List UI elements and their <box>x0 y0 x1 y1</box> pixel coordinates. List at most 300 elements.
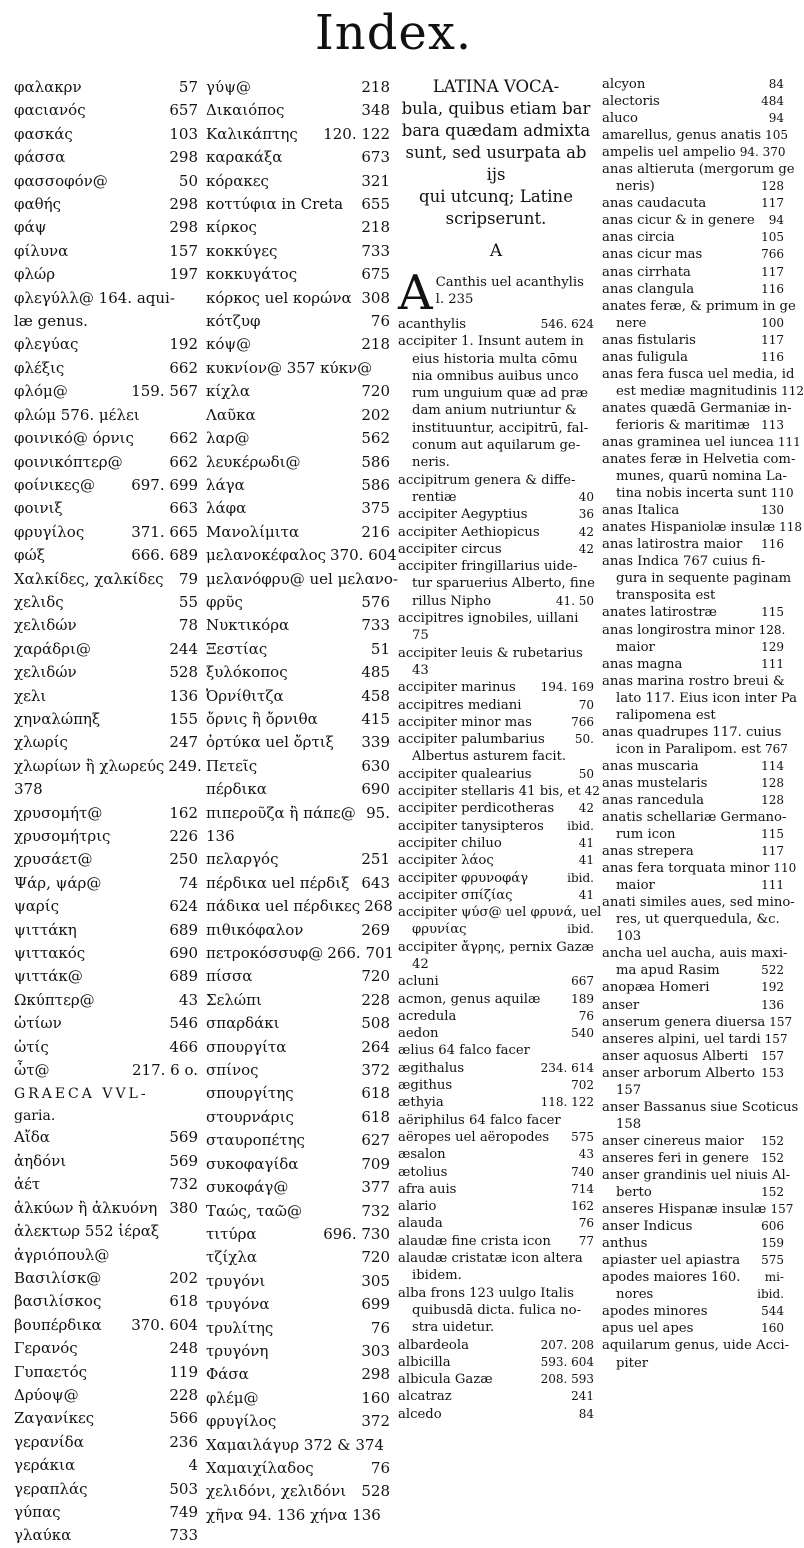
entry-page: 36 <box>578 507 594 522</box>
entry-term: Δικαιόπος <box>206 101 285 120</box>
entry-page: 160 <box>361 1388 390 1407</box>
entry-page: 50 <box>578 766 594 781</box>
index-entry <box>398 800 594 817</box>
dropcap-entry <box>398 265 594 321</box>
entry-page: 50 <box>178 171 198 190</box>
entry-term: φρυνίας <box>412 922 467 938</box>
entry-page: 702 <box>571 1078 594 1093</box>
entry-term: acredula <box>398 1008 457 1024</box>
entry-page: 157 <box>169 241 198 260</box>
entry-page: 76 <box>370 312 390 331</box>
entry-term: Γερανός <box>14 1339 78 1358</box>
entry-term: σπαρδάκι <box>206 1014 280 1033</box>
index-entry <box>602 707 784 724</box>
index-entry <box>14 661 198 684</box>
index-entry <box>398 1112 594 1129</box>
index-entry <box>14 146 198 169</box>
entry-term: aluco <box>602 111 638 127</box>
index-entry <box>398 472 594 489</box>
entry-term: ὠτίς <box>14 1037 49 1056</box>
entry-term: alcedo <box>398 1406 442 1422</box>
index-entry <box>14 638 198 661</box>
entry-term: κοττύφια in Creta <box>206 195 344 214</box>
index-entry <box>398 852 594 869</box>
section-heading: garia. <box>14 1108 56 1125</box>
index-entry <box>14 778 198 801</box>
entry-page: 118. 122 <box>540 1095 594 1110</box>
entry-page: 153 <box>761 1065 784 1080</box>
index-entry <box>14 848 198 871</box>
entry-page: 192 <box>169 335 198 354</box>
index-entry <box>602 1014 793 1031</box>
entry-term: κόρακες <box>206 171 269 190</box>
index-entry <box>398 991 594 1008</box>
entry-page: 697. 699 <box>131 475 198 494</box>
index-entry <box>14 76 198 99</box>
index-entry <box>602 775 784 792</box>
index-entry <box>602 366 795 383</box>
index-entry <box>398 1164 594 1181</box>
entry-term: χρυσομήτ@ <box>14 803 103 822</box>
index-entry <box>398 645 594 662</box>
entry-term: χρυσάετ@ <box>14 850 93 869</box>
entry-page: 298 <box>169 195 198 214</box>
entry-page: 105 <box>761 230 784 245</box>
index-entry <box>602 468 788 485</box>
entry-term: 103 <box>616 929 642 945</box>
index-entry <box>14 1501 198 1524</box>
entry-term: φλόμ@ <box>14 382 68 401</box>
entry-page: 630 <box>361 756 390 775</box>
index-entry <box>602 639 784 656</box>
index-columns <box>14 76 804 1545</box>
index-entry <box>206 310 390 333</box>
index-entry <box>398 1354 594 1371</box>
index-entry <box>398 420 594 437</box>
entry-term: anser grandinis uel niuis Al- <box>602 1168 791 1183</box>
entry-term: Χαμαιλάγυρ 372 & 374 <box>206 1435 385 1454</box>
entry-term: γλαύκα <box>14 1526 72 1545</box>
entry-term: tina nobis incerta sunt <box>616 486 767 502</box>
entry-term: accipitres ignobiles, uillani <box>398 611 579 627</box>
entry-page: 662 <box>169 358 198 377</box>
entry-page: 41 <box>578 835 594 850</box>
index-entry <box>398 1233 594 1250</box>
entry-page: 113 <box>761 417 784 432</box>
entry-page: 618 <box>169 1292 198 1311</box>
entry-term: ψαρίς <box>14 897 59 916</box>
entry-term: anas fera torquata minor <box>602 861 770 877</box>
index-entry <box>14 1036 198 1059</box>
entry-page: 370. 604 <box>131 1315 198 1334</box>
index-entry <box>398 454 594 471</box>
section-heading: GRAECA VVL- <box>14 1086 149 1103</box>
entry-page: 116 <box>761 281 784 296</box>
index-entry <box>602 758 784 775</box>
entry-page: 110 <box>773 861 797 876</box>
entry-page: 159 <box>761 1236 784 1251</box>
entry-term: χλωρίων ἢ χλωρεύς <box>14 756 165 775</box>
entry-term: ægithus <box>398 1078 453 1094</box>
index-entry <box>14 1173 198 1196</box>
entry-term: alcyon <box>602 77 646 92</box>
index-entry <box>398 1181 594 1198</box>
entry-term: nia omnibus auibus unco <box>412 368 579 384</box>
entry-page: 194. 169 <box>540 680 594 695</box>
index-entry <box>206 76 390 99</box>
index-entry <box>602 1082 784 1099</box>
index-entry <box>602 1252 784 1269</box>
entry-page: 377 <box>361 1178 390 1197</box>
entry-term: anates quædā Germaniæ in- <box>602 400 792 416</box>
index-entry <box>602 315 784 332</box>
index-entry <box>602 894 795 911</box>
entry-term: anas mustelaris <box>602 775 708 791</box>
entry-term: apodes maiores 160. <box>602 1270 741 1286</box>
index-entry <box>14 919 198 942</box>
index-entry <box>206 1200 390 1223</box>
entry-term: χῆνα 94. 136 χήνα 136 <box>206 1505 381 1524</box>
entry-term: ferioris & maritimæ <box>616 417 750 433</box>
entry-term: φρῦς <box>206 592 243 611</box>
entry-term: ξυλόκοπος <box>206 663 288 682</box>
entry-term: anser aquosus Alberti <box>602 1048 749 1064</box>
entry-term: anserum genera diuersa <box>602 1014 766 1030</box>
entry-term: ἀλεκτωρ 552 ἱέραξ <box>14 1222 160 1241</box>
index-entry <box>398 1267 594 1284</box>
entry-term: anseres alpini, uel tardi <box>602 1031 761 1047</box>
entry-page: 228 <box>169 1385 198 1404</box>
entry-page: 733 <box>361 616 390 635</box>
index-entry <box>14 333 198 356</box>
entry-term: ἀγριόπουλ@ <box>14 1245 110 1264</box>
index-entry <box>14 474 198 497</box>
entry-term: γύψ@ <box>206 78 251 96</box>
entry-page: 244 <box>169 639 198 658</box>
index-entry <box>602 1303 784 1320</box>
entry-term: λάγα <box>206 475 245 494</box>
entry-term: accipitres mediani <box>398 697 522 713</box>
entry-page: 720 <box>361 382 390 401</box>
entry-term: φίλυνα <box>14 241 69 260</box>
index-entry <box>398 610 594 627</box>
entry-term: berto <box>616 1185 652 1201</box>
index-entry <box>14 240 198 263</box>
letter-heading: A <box>489 241 503 261</box>
index-entry <box>602 451 796 468</box>
index-entry <box>602 911 784 928</box>
index-entry <box>602 1286 784 1303</box>
entry-term: transposita est <box>616 588 716 604</box>
entry-term: maior <box>616 878 655 894</box>
entry-term: dam anium nutriuntur & <box>412 403 577 419</box>
entry-page: 76 <box>578 1008 594 1023</box>
index-entry <box>206 146 390 169</box>
entry-term: læ genus. <box>14 312 88 331</box>
entry-page: 618 <box>361 1084 390 1103</box>
index-entry <box>206 99 390 122</box>
entry-page: 569 <box>169 1128 198 1147</box>
index-entry <box>14 1197 198 1220</box>
entry-page: 116 <box>761 537 784 552</box>
index-entry <box>206 193 390 216</box>
index-entry <box>398 748 594 765</box>
entry-term: ægithalus <box>398 1060 465 1076</box>
entry-term: anas strepera <box>602 844 694 860</box>
entry-term: anseres Hispanæ insulæ <box>602 1202 767 1218</box>
entry-term: anser <box>602 997 640 1013</box>
entry-term: anas quadrupes 117. cuius <box>602 724 782 740</box>
index-entry <box>206 895 393 918</box>
entry-term: acluni <box>398 974 439 990</box>
entry-term: συκοφάγ@ <box>206 1178 289 1197</box>
entry-page: 226 <box>169 827 198 845</box>
index-column-greek-vulgar <box>206 76 398 1524</box>
entry-term: anas rancedula <box>602 792 705 808</box>
entry-term: φοινικόπτερ@ <box>14 452 123 471</box>
entry-term: γεραπλάς <box>14 1479 88 1498</box>
entry-term: ὠτίων <box>14 1014 62 1033</box>
entry-term: ὦτ@ <box>14 1061 50 1080</box>
entry-term: 43 <box>412 662 429 678</box>
index-entry <box>206 1434 390 1457</box>
entry-term: accipiter palumbarius <box>398 732 545 748</box>
entry-term: γύπας <box>14 1502 61 1521</box>
index-entry <box>206 802 390 825</box>
entry-page: 766 <box>571 714 594 729</box>
heading-line: bula, quibus etiam bar <box>401 99 591 118</box>
index-entry <box>398 506 594 523</box>
entry-page: 115 <box>761 605 784 620</box>
entry-term: φλεγύας <box>14 335 79 354</box>
index-entry <box>602 93 784 110</box>
entry-page: 618 <box>361 1107 390 1126</box>
index-entry <box>14 263 198 286</box>
entry-page: 375 <box>361 499 390 518</box>
entry-term: συκοφαγίδα <box>206 1154 299 1173</box>
index-entry <box>206 1363 390 1386</box>
heading-line: bara quædam admixta <box>401 121 591 140</box>
entry-term: accipiter ψύσ@ uel φρυνά, uel <box>398 905 602 921</box>
entry-page: 696. 730 <box>323 1224 390 1243</box>
entry-page: 74 <box>178 873 198 892</box>
entry-term: Ὀρνίθιτζα <box>206 686 284 705</box>
entry-page: 51 <box>370 639 390 658</box>
index-entry <box>206 1012 390 1035</box>
entry-page: 380 <box>169 1198 198 1217</box>
index-entry <box>14 380 198 403</box>
dropcap-letter: A <box>398 265 433 321</box>
entry-term: χελιδς <box>14 592 64 611</box>
entry-page: 42 <box>578 801 594 816</box>
index-entry <box>206 1410 390 1433</box>
index-entry <box>206 942 395 965</box>
index-entry <box>398 541 594 558</box>
entry-term: κίρκος <box>206 218 257 237</box>
index-entry <box>398 870 594 887</box>
index-entry <box>206 1480 390 1503</box>
entry-page: 305 <box>361 1271 390 1290</box>
entry-term: ma apud Rasim <box>616 963 720 979</box>
entry-term: æsalon <box>398 1147 446 1163</box>
entry-term: albardeola <box>398 1337 469 1353</box>
index-entry <box>398 385 594 402</box>
entry-term: Ξεστίας <box>206 639 268 658</box>
entry-term: anser Indicus <box>602 1219 693 1235</box>
entry-term: anas fuligula <box>602 349 689 365</box>
entry-term: φλεγύλλ@ 164. aqui- <box>14 288 175 307</box>
entry-term: λαρ@ <box>206 429 250 448</box>
index-entry <box>602 536 784 553</box>
entry-term: accipiter Aegyptius <box>398 507 528 523</box>
entry-term: anas Italica <box>602 503 680 519</box>
entry-term: maior <box>616 639 655 655</box>
index-entry <box>398 316 594 333</box>
index-entry <box>602 1167 791 1184</box>
entry-term: ἀέτ <box>14 1175 41 1194</box>
entry-term: κυκνίον@ 357 κύκν@ <box>206 358 373 377</box>
index-entry <box>398 939 594 956</box>
index-entry <box>398 1302 594 1319</box>
entry-term: piter <box>616 1355 649 1371</box>
entry-page: 77 <box>578 1233 594 1248</box>
index-entry <box>14 521 198 544</box>
entry-term: 158 <box>616 1116 642 1132</box>
entry-term: conum aut aquilarum ge- <box>412 438 581 454</box>
index-entry <box>602 1031 788 1048</box>
index-entry <box>206 591 390 614</box>
entry-term: Δρύοψ@ <box>14 1385 79 1404</box>
index-entry <box>206 380 390 403</box>
entry-page: 78 <box>178 616 198 635</box>
index-entry <box>602 110 784 127</box>
index-entry <box>398 1388 594 1405</box>
index-entry <box>602 604 784 621</box>
index-entry <box>206 614 390 637</box>
index-entry <box>14 123 198 146</box>
index-entry <box>602 383 804 400</box>
entry-page: 192 <box>761 980 784 995</box>
entry-page: 79 <box>178 569 198 588</box>
entry-page: 298 <box>361 1365 390 1384</box>
entry-term: φασσοφόν@ <box>14 171 108 190</box>
entry-page: 624 <box>169 897 198 916</box>
entry-term: φλώρ <box>14 265 56 284</box>
entry-term: accipiter λάος <box>398 853 494 869</box>
entry-term: σπουργίτης <box>206 1084 294 1103</box>
index-entry <box>206 989 390 1012</box>
entry-page: 662 <box>169 452 198 471</box>
index-entry <box>602 809 787 826</box>
entry-term: στουρνάρις <box>206 1107 294 1126</box>
entry-term: Σελώπι <box>206 990 262 1009</box>
index-entry <box>398 835 594 852</box>
index-entry <box>14 1244 198 1267</box>
entry-page: 485 <box>361 663 390 682</box>
entry-page: 732 <box>361 1201 390 1220</box>
entry-page: 690 <box>169 944 198 963</box>
entry-page: 41 <box>578 853 594 868</box>
index-entry <box>206 848 390 871</box>
entry-page: 627 <box>361 1131 390 1150</box>
entry-page: 546. 624 <box>540 317 594 331</box>
entry-term: ampelis uel ampelio <box>602 145 736 161</box>
entry-term: albicilla <box>398 1354 451 1370</box>
entry-term: accipiter stellaris 41 bis, et <box>398 784 581 800</box>
latin-section-heading <box>398 76 594 230</box>
index-entry <box>14 1478 198 1501</box>
entry-term: πέρδικα uel πέρδιξ <box>206 873 350 892</box>
entry-term: anates feræ, & primum in ge <box>602 298 796 314</box>
entry-page: 370. 604 <box>330 546 397 565</box>
entry-term: alectoris <box>602 94 660 110</box>
index-entry <box>206 685 390 708</box>
index-entry <box>206 872 390 895</box>
index-entry <box>398 437 594 454</box>
entry-term: res, ut querquedula, &c. <box>616 912 780 928</box>
entry-term: anates latirostræ <box>602 605 717 621</box>
entry-term: τζίχλα <box>206 1248 258 1267</box>
entry-page: 84 <box>578 1406 594 1421</box>
index-entry <box>602 281 784 298</box>
entry-term: accipiter 1. Insunt autem in <box>398 334 584 350</box>
index-entry <box>602 246 784 263</box>
index-entry <box>206 474 390 497</box>
index-entry <box>398 766 594 783</box>
entry-term: φάψ <box>14 218 47 237</box>
entry-page: 673 <box>361 148 390 167</box>
index-entry <box>398 593 594 610</box>
entry-term: anas latirostra maior <box>602 537 743 553</box>
index-entry <box>14 989 198 1012</box>
entry-term: χελι <box>14 686 47 705</box>
entry-term: πιπεροῦζα ἢ πάπε@ <box>206 803 356 822</box>
index-entry <box>206 263 390 286</box>
entry-page: 714 <box>571 1181 594 1196</box>
entry-page: 720 <box>361 1248 390 1267</box>
index-entry <box>206 1270 390 1293</box>
entry-page: 100 <box>761 315 784 330</box>
entry-page: 189 <box>571 991 594 1006</box>
index-entry <box>14 1314 198 1337</box>
entry-term: ibidem. <box>412 1268 462 1284</box>
entry-term: munes, quarū nomina La- <box>616 469 788 485</box>
index-entry <box>398 1060 594 1077</box>
entry-term: aquilarum genus, uide Acci- <box>602 1338 790 1354</box>
entry-page: 110 <box>770 486 794 501</box>
entry-term: φαθής <box>14 195 62 214</box>
entry-page: 733 <box>169 1526 198 1545</box>
entry-term: acmon, genus aquilæ <box>398 991 541 1007</box>
index-entry <box>206 333 390 356</box>
entry-term: accipiter Aethiopicus <box>398 524 540 540</box>
index-entry <box>14 427 198 450</box>
entry-term: ætolius <box>398 1164 448 1180</box>
entry-page: 250 <box>169 850 198 869</box>
index-entry <box>14 310 198 333</box>
entry-page: 528 <box>361 1482 390 1501</box>
entry-term: βουπέρδικα <box>14 1315 102 1334</box>
entry-term: πιθικόφαλον <box>206 920 304 939</box>
entry-term: τρυγόνη <box>206 1341 269 1360</box>
entry-term: anatis schellariæ Germano- <box>602 810 787 826</box>
entry-term: Χαμαιχίλαδος <box>206 1458 314 1477</box>
index-entry <box>602 519 803 536</box>
entry-term: πίσσα <box>206 967 253 986</box>
entry-term: alario <box>398 1199 437 1215</box>
entry-term: anthus <box>602 1236 648 1252</box>
entry-term: Βασιλίσκ@ <box>14 1268 102 1287</box>
